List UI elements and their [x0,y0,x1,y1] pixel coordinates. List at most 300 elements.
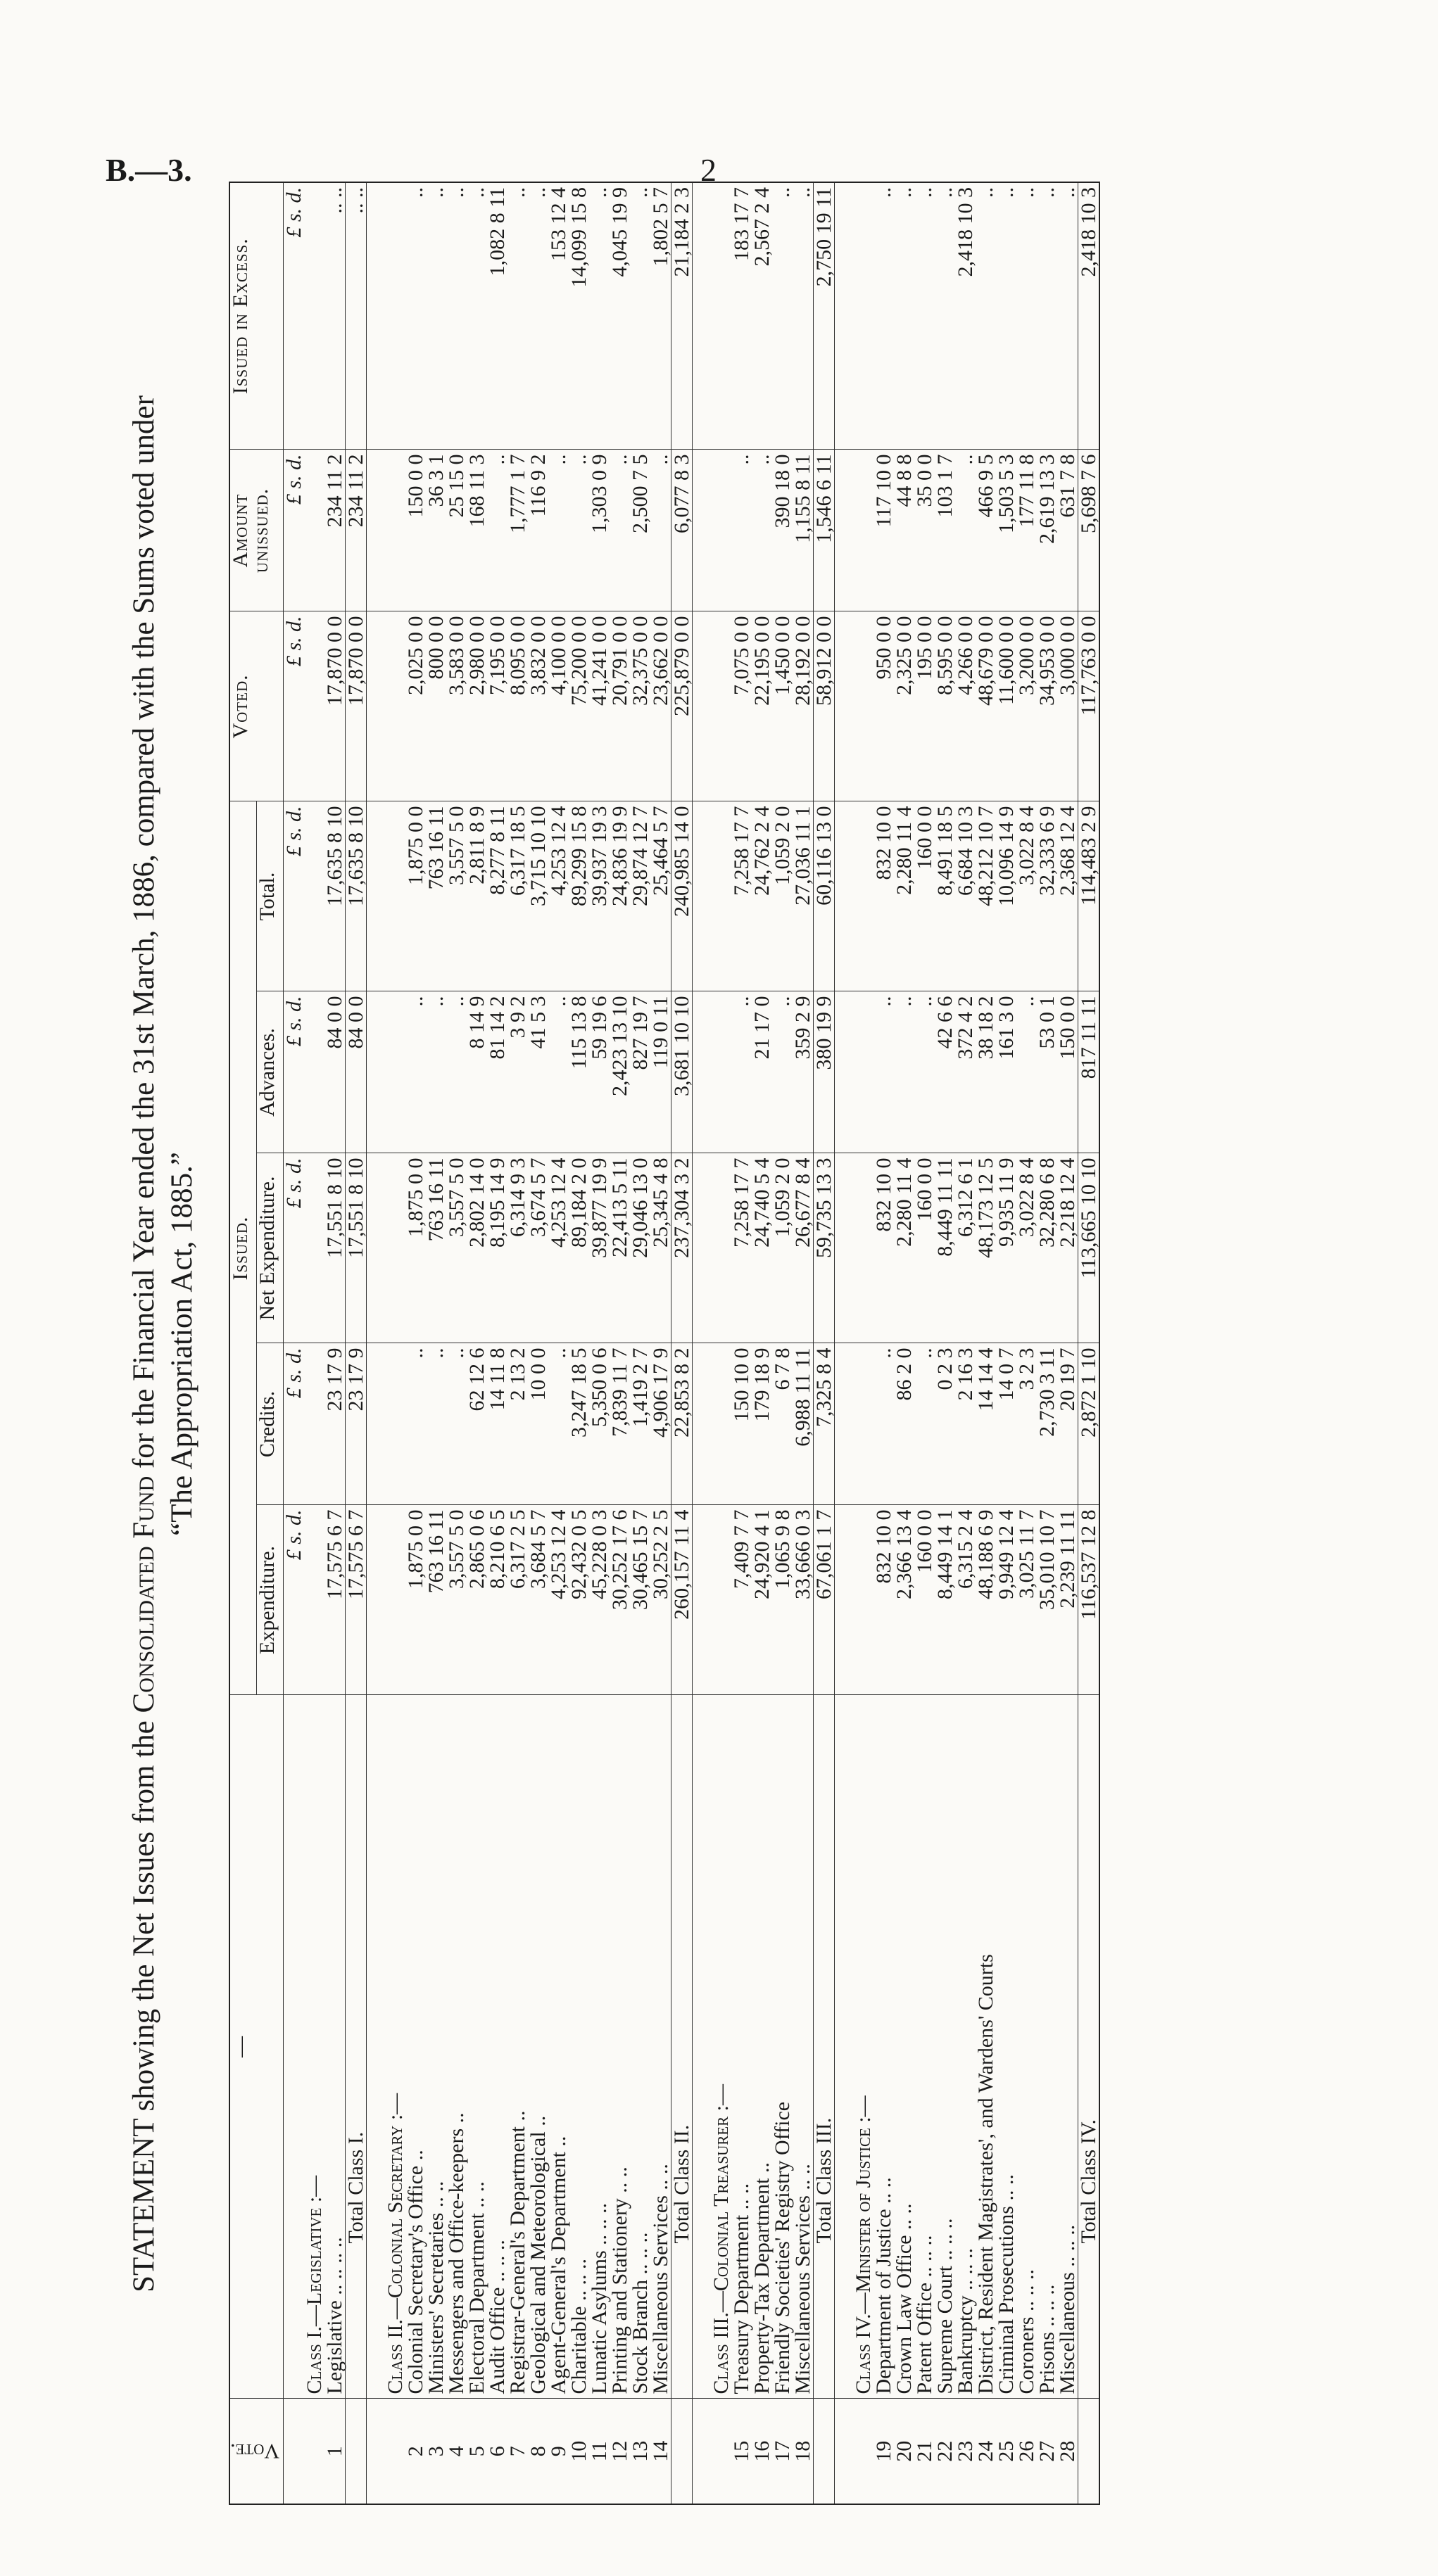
expenditure-cell: 17,575 6 7 [324,1505,346,1695]
vote-row [935,182,955,2504]
unissued-cell: 234 11 2 [324,450,346,611]
total-cell: 60,116 13 0 [814,801,835,991]
service-label: Prisons .. .. .. [1037,1695,1057,2399]
excess-cell: .. .. [346,182,367,450]
spacer-cell [835,182,854,450]
net-expenditure-column-header: Net Expenditure. [257,1153,284,1343]
expenditure-cell: 116,537 12 8 [1078,1505,1100,1695]
vote-number: 2 [405,2399,426,2504]
empty-cell [711,182,731,450]
voted-cell: 3,000 0 0 [1057,611,1078,801]
total-cell: 3,022 8 4 [1016,801,1037,991]
total-cell: 3,557 5 0 [446,801,467,991]
excess-cell: 21,184 2 3 [671,182,693,450]
class-heading: Class III.—Colonial Treasurer :— [711,1695,731,2399]
vote-number [346,2399,367,2504]
total-cell: 832 10 0 [873,801,894,991]
net-expenditure-cell: 6,314 9 3 [507,1153,528,1343]
vote-row [324,182,346,2504]
excess-cell: .. [1037,182,1057,450]
net-expenditure-cell: 8,449 11 11 [935,1153,955,1343]
vote-row [914,182,935,2504]
total-cell: 32,333 6 9 [1037,801,1057,991]
unissued-cell: 1,155 8 11 [793,450,814,611]
unissued-cell: 5,698 7 6 [1078,450,1100,611]
voted-cell: 3,200 0 0 [1016,611,1037,801]
total-cell: 160 0 0 [914,801,935,991]
total-cell: 2,280 11 4 [894,801,914,991]
total-cell: 2,368 12 4 [1057,801,1078,991]
expenditure-cell: 6,315 2 4 [955,1505,976,1695]
vote-number [1078,2399,1100,2504]
total-cell: 10,096 14 9 [996,801,1016,991]
service-label: Audit Office .. .. .. [487,1695,507,2399]
vote-row [630,182,650,2504]
advances-cell: 150 0 0 [1057,991,1078,1153]
unissued-cell: 2,500 7 5 [630,450,650,611]
spacer-cell [367,991,386,1153]
vote-row [589,182,610,2504]
issued-group-header: Issued. [229,801,257,1695]
empty-cell [304,1505,324,1695]
net-expenditure-cell: 3,674 5 7 [528,1153,548,1343]
net-expenditure-cell: 4,253 12 4 [548,1153,569,1343]
empty-cell [385,450,405,611]
unissued-cell: 44 8 8 [894,450,914,611]
excess-cell: 153 12 4 [548,182,569,450]
total-cell: 17,635 8 10 [324,801,346,991]
spacer-cell [835,2399,854,2504]
service-label: Miscellaneous Services .. .. [650,1695,671,2399]
advances-cell: .. [446,991,467,1153]
vote-row [873,182,894,2504]
net-expenditure-cell: 237,304 3 2 [671,1153,693,1343]
total-cell: 6,317 18 5 [507,801,528,991]
credits-cell: 1,419 2 7 [630,1343,650,1505]
voted-cell: 4,100 0 0 [548,611,569,801]
credits-cell: 62 12 6 [467,1343,487,1505]
net-expenditure-cell: 24,740 5 4 [752,1153,772,1343]
credits-cell: 6 7 8 [772,1343,793,1505]
spacer-cell [693,182,712,450]
total-cell: 6,684 10 3 [955,801,976,991]
empty-cell [385,1153,405,1343]
total-cell: 3,715 10 10 [528,801,548,991]
spacer-cell [693,1695,712,2399]
net-expenditure-cell: 9,935 11 9 [996,1153,1016,1343]
voted-cell: 75,200 0 0 [569,611,589,801]
vote-number: 28 [1057,2399,1078,2504]
expenditure-cell: 33,666 0 3 [793,1505,814,1695]
credits-cell: .. [446,1343,467,1505]
unissued-cell: 466 9 5 [976,450,996,611]
voted-cell: 4,266 0 0 [955,611,976,801]
advances-cell: 3,681 10 10 [671,991,693,1153]
advances-cell: 359 2 9 [793,991,814,1153]
unissued-cell: 1,503 5 3 [996,450,1016,611]
caption-line2: “The Appropriation Act, 1885.” [165,1152,198,1536]
vote-number: 25 [996,2399,1016,2504]
unissued-cell: .. [752,450,772,611]
credits-cell: .. [426,1343,446,1505]
spacer-cell [367,801,386,991]
excess-cell: .. [873,182,894,450]
service-label: Patent Office .. .. .. [914,1695,935,2399]
voted-cell: 3,583 0 0 [446,611,467,801]
spacer-cell [693,450,712,611]
advances-cell: 8 14 9 [467,991,487,1153]
excess-cell: 2,567 2 4 [752,182,772,450]
vote-number: 8 [528,2399,548,2504]
unissued-cell: 6,077 8 3 [671,450,693,611]
excess-cell: .. .. [324,182,346,450]
service-label: Printing and Stationery .. .. [610,1695,630,2399]
service-label: Treasury Department .. .. [731,1695,752,2399]
unissued-cell: 103 1 7 [935,450,955,611]
spacer-cell [835,1343,854,1505]
expenditure-cell: 30,465 15 7 [630,1505,650,1695]
excess-cell: 183 17 7 [731,182,752,450]
net-expenditure-cell: 39,877 19 9 [589,1153,610,1343]
excess-cell: 1,802 5 7 [650,182,671,450]
credits-cell: 14 14 4 [976,1343,996,1505]
service-label: Miscellaneous Services .. .. [793,1695,814,2399]
unissued-cell: 25 15 0 [446,450,467,611]
vote-number: 19 [873,2399,894,2504]
voted-cell: 950 0 0 [873,611,894,801]
excess-cell: .. [507,182,528,450]
credits-cell: .. [914,1343,935,1505]
vote-number: 20 [894,2399,914,2504]
expenditure-cell: 2,865 0 6 [467,1505,487,1695]
empty-cell [711,611,731,801]
vote-number: 17 [772,2399,793,2504]
spacer-row [693,182,712,2504]
service-label: Ministers' Secretaries .. .. [426,1695,446,2399]
voted-cell: 2,325 0 0 [894,611,914,801]
voted-cell: 58,912 0 0 [814,611,835,801]
voted-cell: 34,953 0 0 [1037,611,1057,801]
vote-number: 10 [569,2399,589,2504]
spacer-cell [835,801,854,991]
total-cell: 29,874 12 7 [630,801,650,991]
unissued-cell: 117 10 0 [873,450,894,611]
unissued-cell: .. [731,450,752,611]
excess-cell: .. [405,182,426,450]
vote-row [507,182,528,2504]
service-label: Coroners .. .. .. [1016,1695,1037,2399]
class-heading-row [385,182,405,2504]
expenditure-cell: 1,065 9 8 [772,1505,793,1695]
service-label: Bankruptcy .. .. .. [955,1695,976,2399]
unissued-cell: 1,546 6 11 [814,450,835,611]
spacer-cell [367,2399,386,2504]
service-label: Charitable .. .. .. [569,1695,589,2399]
empty-cell [304,1153,324,1343]
credits-cell: .. [405,1343,426,1505]
expenditure-cell: 3,684 5 7 [528,1505,548,1695]
service-label: Property-Tax Department .. [752,1695,772,2399]
spacer-cell [693,611,712,801]
net-expenditure-cell: 89,184 2 0 [569,1153,589,1343]
unissued-cell: 168 11 3 [467,450,487,611]
unissued-cell: 150 0 0 [405,450,426,611]
vote-number [814,2399,835,2504]
net-expenditure-cell: 3,557 5 0 [446,1153,467,1343]
empty-cell [853,1505,873,1695]
vote-number: 11 [589,2399,610,2504]
credits-cell: 0 2 3 [935,1343,955,1505]
credits-cell: 4,906 17 9 [650,1343,671,1505]
advances-cell: 21 17 0 [752,991,772,1153]
excess-cell: .. [772,182,793,450]
total-cell: 24,762 2 4 [752,801,772,991]
advances-cell: 41 5 3 [528,991,548,1153]
expenditure-cell: 67,061 1 7 [814,1505,835,1695]
vote-row [610,182,630,2504]
vote-number: 12 [610,2399,630,2504]
voted-cell: 800 0 0 [426,611,446,801]
voted-cell: 7,195 0 0 [487,611,507,801]
credits-cell: 22,853 8 2 [671,1343,693,1505]
empty-cell [304,801,324,991]
vote-row [1037,182,1057,2504]
units-row: £ s. d. £ s. d. £ s. d. £ s. d. £ s. d. £ s. d. £ s. d. £ s. d. [284,182,305,2504]
credits-cell: 14 11 8 [487,1343,507,1505]
vote-row [731,182,752,2504]
vote-row [894,182,914,2504]
unissued-cell: .. [610,450,630,611]
expenditure-cell: 260,157 11 4 [671,1505,693,1695]
caption-fund: Consolidated Fund [127,1476,160,1713]
class-heading: Class IV.—Minister of Justice :— [853,1695,873,2399]
service-label: Registrar-General's Department .. [507,1695,528,2399]
vote-number: 14 [650,2399,671,2504]
voted-cell: 23,662 0 0 [650,611,671,801]
net-expenditure-cell: 48,173 12 5 [976,1153,996,1343]
service-label: Lunatic Asylums .. .. .. [589,1695,610,2399]
total-cell: 240,985 14 0 [671,801,693,991]
credits-cell: 2,730 3 11 [1037,1343,1057,1505]
spacer-cell [835,991,854,1153]
total-label: Total Class II. [671,1695,693,2399]
total-cell: 48,212 10 7 [976,801,996,991]
advances-cell: 84 0 0 [346,991,367,1153]
vote-number: 15 [731,2399,752,2504]
unissued-cell: 177 11 8 [1016,450,1037,611]
advances-cell: 53 0 1 [1037,991,1057,1153]
credits-cell: .. [873,1343,894,1505]
unissued-cell: 1,303 0 9 [589,450,610,611]
class-heading: Class II.—Colonial Secretary :— [385,1695,405,2399]
voted-cell: 8,595 0 0 [935,611,955,801]
net-expenditure-cell: 17,551 8 10 [324,1153,346,1343]
voted-cell: 17,870 0 0 [324,611,346,801]
vote-number: 26 [1016,2399,1037,2504]
empty-cell [304,991,324,1153]
spacer-cell [367,182,386,450]
credits-cell: 2 16 3 [955,1343,976,1505]
credits-cell: 2,872 1 10 [1078,1343,1100,1505]
excess-cell: .. [894,182,914,450]
service-label: Stock Branch .. .. .. [630,1695,650,2399]
voted-cell: 1,450 0 0 [772,611,793,801]
vote-number: 16 [752,2399,772,2504]
net-expenditure-cell: 8,195 14 9 [487,1153,507,1343]
advances-cell: .. [894,991,914,1153]
unissued-cell: 116 9 2 [528,450,548,611]
empty-cell [304,1343,324,1505]
statement-body [284,182,1100,2504]
vote-number [671,2399,693,2504]
unissued-cell: 1,777 1 7 [507,450,528,611]
spacer-cell [693,801,712,991]
advances-cell: .. [873,991,894,1153]
advances-cell: 115 13 8 [569,991,589,1153]
vote-cell [385,2399,405,2504]
total-cell: 4,253 12 4 [548,801,569,991]
vote-number: 6 [487,2399,507,2504]
excess-cell: .. [467,182,487,450]
unissued-cell: 234 11 2 [346,450,367,611]
expenditure-cell: 92,432 0 5 [569,1505,589,1695]
vote-number: 22 [935,2399,955,2504]
unissued-cell: 2,619 13 3 [1037,450,1057,611]
expenditure-cell: 3,557 5 0 [446,1505,467,1695]
expenditure-cell: 2,366 13 4 [894,1505,914,1695]
excess-cell: 4,045 19 9 [610,182,630,450]
advances-cell: 81 14 2 [487,991,507,1153]
voted-cell: 48,679 0 0 [976,611,996,801]
vote-number: 4 [446,2399,467,2504]
total-cell: 8,491 18 5 [935,801,955,991]
advances-cell: 827 19 7 [630,991,650,1153]
caption-start: STATEMENT showing the Net Issues from the [127,1713,160,2292]
total-label: Total Class III. [814,1695,835,2399]
total-cell: 1,059 2 0 [772,801,793,991]
vote-row [548,182,569,2504]
caption-end: for the Financial Year ended the 31st March, 1886, compared with the Sums voted under [127,395,160,1476]
net-expenditure-cell: 2,280 11 4 [894,1153,914,1343]
class-total-row [671,182,693,2504]
net-expenditure-cell: 2,802 14 0 [467,1153,487,1343]
credits-cell: 7,839 11 7 [610,1343,630,1505]
spacer-cell [693,991,712,1153]
vote-row [528,182,548,2504]
service-column-header: — [229,1695,284,2399]
excess-cell: .. [914,182,935,450]
class-total-row [1078,182,1100,2504]
empty-cell [853,1153,873,1343]
empty-cell [853,182,873,450]
unissued-cell: .. [487,450,507,611]
empty-cell [853,450,873,611]
vote-row [487,182,507,2504]
service-label: Colonial Secretary's Office .. [405,1695,426,2399]
excess-cell: .. [1016,182,1037,450]
spacer-cell [693,2399,712,2504]
excess-cell: .. [528,182,548,450]
advances-column-header: Advances. [257,991,284,1153]
class-heading-row [711,182,731,2504]
credits-cell: 10 0 0 [528,1343,548,1505]
service-label: Legislative .. .. .. .. [324,1695,346,2399]
voted-column-header: Voted. [229,611,284,801]
vote-row [955,182,976,2504]
excess-cell: .. [1057,182,1078,450]
net-expenditure-cell: 7,258 17 7 [731,1153,752,1343]
spacer-cell [367,1343,386,1505]
spacer-cell [367,1153,386,1343]
credits-cell: 14 0 7 [996,1343,1016,1505]
net-expenditure-cell: 160 0 0 [914,1153,935,1343]
empty-cell [385,991,405,1153]
statement-caption [125,183,201,2505]
excess-cell: 2,750 19 11 [814,182,835,450]
expenditure-cell: 48,188 6 9 [976,1505,996,1695]
vote-row [976,182,996,2504]
net-expenditure-cell: 3,022 8 4 [1016,1153,1037,1343]
expenditure-cell: 4,253 12 4 [548,1505,569,1695]
empty-cell [385,611,405,801]
spacer-row [367,182,386,2504]
empty-cell [711,1343,731,1505]
total-cell: 8,277 8 11 [487,801,507,991]
net-expenditure-cell: 1,875 0 0 [405,1153,426,1343]
total-cell: 114,483 2 9 [1078,801,1100,991]
advances-cell: .. [548,991,569,1153]
page-number: 2 [700,152,717,188]
empty-cell [853,1343,873,1505]
advances-cell: .. [426,991,446,1153]
advances-cell: 817 11 11 [1078,991,1100,1153]
vote-number: 24 [976,2399,996,2504]
total-cell: 17,635 8 10 [346,801,367,991]
excess-cell: .. [935,182,955,450]
expenditure-cell: 17,575 6 7 [346,1505,367,1695]
voted-cell: 17,870 0 0 [346,611,367,801]
advances-cell: 380 19 9 [814,991,835,1153]
credits-cell: 5,350 0 6 [589,1343,610,1505]
advances-cell: .. [405,991,426,1153]
vote-row [467,182,487,2504]
total-cell: 2,811 8 9 [467,801,487,991]
class-total-row [346,182,367,2504]
vote-row [996,182,1016,2504]
net-expenditure-cell: 22,413 5 11 [610,1153,630,1343]
expenditure-cell: 6,317 2 5 [507,1505,528,1695]
unissued-cell: .. [955,450,976,611]
advances-cell: .. [914,991,935,1153]
unissued-cell: 390 18 0 [772,450,793,611]
vote-number: 1 [324,2399,346,2504]
empty-cell [385,801,405,991]
vote-row [752,182,772,2504]
spacer-cell [367,1695,386,2399]
expenditure-cell: 30,252 2 5 [650,1505,671,1695]
service-label: Messengers and Office-keepers .. [446,1695,467,2399]
empty-cell [385,1505,405,1695]
unissued-cell: 35 0 0 [914,450,935,611]
vote-row [772,182,793,2504]
page-reference: B.—3. [106,152,192,188]
advances-cell: .. [1016,991,1037,1153]
spacer-row [835,182,854,2504]
spacer-cell [835,450,854,611]
service-label: Geological and Meteorological .. [528,1695,548,2399]
voted-cell: 28,192 0 0 [793,611,814,801]
class-total-row [814,182,835,2504]
